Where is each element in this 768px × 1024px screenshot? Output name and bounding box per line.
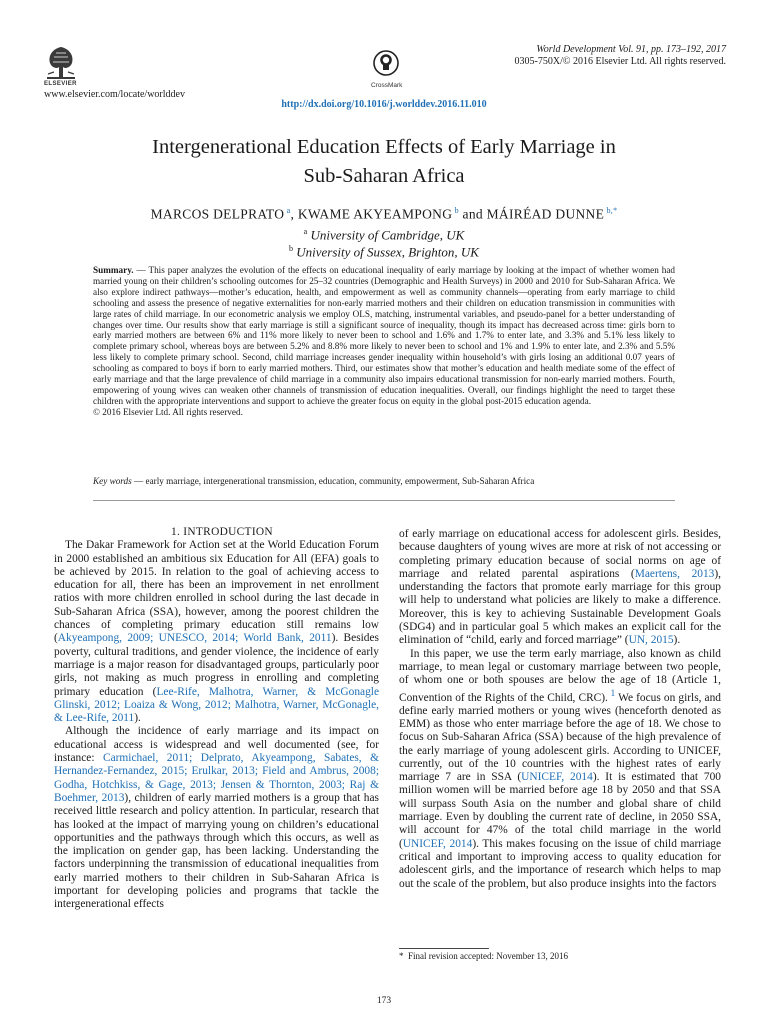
affiliation-text: University of Sussex, Brighton, UK bbox=[296, 244, 479, 260]
crossmark-badge[interactable] bbox=[371, 50, 401, 89]
paragraph: Although the incidence of early marriage and its impact on educational access is widespread and well documented (see, for instance: Carmichael, 2011; Delprato, Akyeampong, Sabates, & Hernandez-Fernandez, 2015; Erulkar, 2013; Field and Ambrus, 2008; Godha, Hotchkiss, & Gage, 2013; Jensen & Thornton, 2003; Raj & Boehmer, 2013), children of early married mothers is a group that has received little research and policy attention. In particular, research that has looked at the impact of marrying young on children’s educational opportunities and the pathways through which this occurs, as well as the implication on gender gap, has been lacking. Understanding the factors underpinning the transmission of educational inequalities from early married mothers to their children in Sub-Saharan Africa is important for developing policies and programs that tackle the intergenerational effects bbox=[54, 725, 379, 911]
citation-link[interactable]: UNICEF, 2014 bbox=[402, 837, 473, 850]
author-name: MARCOS DELPRATO bbox=[150, 206, 285, 222]
author-list bbox=[0, 206, 768, 223]
citation-link[interactable]: Maertens, 2013 bbox=[634, 567, 715, 580]
crossmark-label: CrossMark bbox=[371, 82, 403, 89]
affiliation: $^a$ University of Cambridge, UK bbox=[303, 227, 465, 243]
doi-link[interactable]: http://dx.doi.org/10.1016/j.worlddev.2016.11.010 bbox=[281, 99, 487, 110]
affiliation-text: University of Cambridge, UK bbox=[310, 227, 465, 243]
article-title bbox=[60, 133, 708, 191]
journal-info bbox=[515, 44, 726, 68]
publisher-wordmark: ELSEVIER bbox=[44, 81, 77, 87]
abstract bbox=[93, 265, 675, 418]
citation-link[interactable]: Lee-Rife, Malhotra, Warner, & McGonagle Glinski, 2012; Loaiza & Wong, 2012; Malhotra, Warner, McGonagle, & Lee-Rife, 2011 bbox=[54, 685, 379, 725]
keywords-text: — early marriage, intergenerational transmission, education, community, empowerment, Sub-Saharan Africa bbox=[131, 476, 535, 486]
citation-link[interactable]: Akyeampong, 2009; UNESCO, 2014; World Bank, 2011 bbox=[57, 632, 332, 645]
citation-link[interactable]: UNICEF, 2014 bbox=[521, 771, 593, 784]
crossmark-icon bbox=[373, 50, 399, 76]
footnote-divider bbox=[399, 948, 489, 949]
keywords-label: Key words bbox=[93, 476, 132, 486]
paragraph: In this paper, we use the term early marriage, also known as child marriage, to mean legal or customary marriage between two people, of whom one or both spouses are below the age of 18 (Article 1, Convention of the Rights of the Child, CRC). $^1$ We focus on girls, and define early married mothers or young wives (henceforth denoted as EMM) as those who enter marriage before the age of 18. We chose to focus on Sub-Saharan Africa (SSA) because of the high prevalence of the early marriage of young adolescent girls. According to UNICEF, currently, out of the 10 countries with the highest rates of early marriage 7 are in SSA (UNICEF, 2014). It is estimated that 700 million women will be married before age 18 by 2050 and that SSA will surpass South Asia on the number and global share of child marriage. Even by doubling the current rate of decline, in 2050 SSA, will account for 47% of the total child marriage in the world (UNICEF, 2014). This makes focusing on the issue of child marriage critical and important to improving access to quality education for adolescent girls, and the importance of research which helps to map out the scale of the problem, but also produce insights into the factors bbox=[399, 647, 722, 890]
affiliation: $^b$ University of Sussex, Brighton, UK bbox=[289, 244, 479, 260]
paragraph: of early marriage on educational access for adolescent girls. Besides, because daughters of young wives are more at risk of not accessing or completing primary education because of social norms on age of marriage and related parental aspirations (Maertens, 2013), understanding the factors that promote early marriage for this group will help to understand what policies are likely to make a difference. Moreover, this is key to achieving Sustainable Development Goals (SDG4) and in particular goal 5 which makes an explicit call for the elimination of “child, early and forced marriage” (UN, 2015). bbox=[399, 528, 722, 647]
author-name: KWAME AKYEAMPONG bbox=[297, 206, 453, 222]
page-number: 173 bbox=[376, 996, 392, 1006]
citation-link[interactable]: UN, 2015 bbox=[628, 634, 674, 647]
citation-link[interactable]: Carmichael, 2011; Delprato, Akyeampong, Sabates, & Hernandez-Fernandez, 2015; Erulkar, 2013; Field and Ambrus, 2008; Godha, Hotchkiss, & Gage, 2013; Jensen & Thornton, 2003; Raj & Boehmer, 2013 bbox=[54, 752, 379, 804]
keywords bbox=[93, 476, 675, 486]
title-line-1: Intergenerational Education Effects of Early Marriage in bbox=[152, 136, 616, 158]
paragraph: The Dakar Framework for Action set at the World Education Forum in 2000 established an ambitious six Education for All (EFA) goals to be achieved by 2015. In relation to the goal of achieving access to education for all, there has been an improvement in net enrollment ratios with more children enrolled in school during the last decade in Sub-Saharan Africa (SSA), however, among the poorest children the chances of completing primary education still remains low (Akyeampong, 2009; UNESCO, 2014; World Bank, 2011). Besides poverty, cultural traditions, and gender violence, the incidence of early marriage is a major reason for disadvantaged groups, particularly poor girls, not making as much progress in enrolling and completing primary education (Lee-Rife, Malhotra, Warner, & McGonagle Glinski, 2012; Loaiza & Wong, 2012; Malhotra, Warner, McGonagle, & Lee-Rife, 2011). bbox=[54, 539, 379, 725]
abstract-label: Summary. bbox=[93, 265, 134, 275]
author-name: MÁIRÉAD DUNNE bbox=[486, 206, 605, 222]
left-column bbox=[54, 526, 379, 912]
section-heading: 1. INTRODUCTION bbox=[171, 526, 273, 538]
right-column bbox=[399, 528, 721, 891]
footnote-ref-link[interactable]: 1 bbox=[607, 688, 616, 699]
journal-copyright: 0305-750X/© 2016 Elsevier Ltd. All rights reserved. bbox=[514, 56, 726, 67]
affiliation-link[interactable]: b bbox=[454, 206, 459, 215]
abstract-divider bbox=[93, 500, 675, 501]
title-line-2: Sub-Saharan Africa bbox=[303, 165, 465, 187]
journal-url-link[interactable]: www.elsevier.com/locate/worlddev bbox=[44, 89, 185, 100]
abstract-copyright: © 2016 Elsevier Ltd. All rights reserved. bbox=[93, 406, 243, 417]
footnote-text: Final revision accepted: November 13, 2016 bbox=[408, 951, 568, 961]
author-separator: and bbox=[458, 206, 487, 222]
author-separator: , bbox=[290, 206, 298, 222]
footnote bbox=[399, 951, 568, 961]
abstract-text: — This paper analyzes the evolution of the effects on educational inequality of early marriage by looking at the impact of whether women had married young on their children’s schooling outcomes for 25–32 countries (Demographic and Health Surveys) in 2000 and 2010 for Sub-Saharan Africa. We also explore indirect pathways—mother’s education, health, and empowerment as well as community channels—operating from early marriage to child schooling and assess the presence of negative externalities for non-early married mothers and their children on education transmission in communities with large rates of child marriage. In our econometric analysis we employ OLS, matching, instrumental variables, and pseudo-panel for a better understanding of changes over time. Our results show that early marriage is still a significant source of inequality, though its impact has decreased across time: girls born to early married mothers are between 6% and 11% more likely to never been to school and 1.6% and 1.7% to enter late, and 3.3% and 5.1% less likely to complete primary school, whereas boys are between 5.2% and 8.8% more likely to never been to school and 1% and 1.9% to enter late, and 2.3% and 5.5% less likely to complete primary school. Second, child marriage increases gender inequality within household’s with girls losing an additional 0.07 years of schooling as compared to boys if born to early married mothers. Third, our estimates show that mother’s education and health mediate some of the effect of early marriage and that the large prevalence of child marriage in a community also impairs educational transmission for non-early married mothers. Fourth, empowering of young wives can weaken other channels of transmission of education inequalities. Overall, our findings highlight the need to target these children with the appropriate interventions and support to achieve the greater focus on equity in the global post-2015 education agenda. bbox=[93, 265, 675, 406]
journal-citation: World Development Vol. 91, pp. 173–192, 2017 bbox=[536, 44, 726, 55]
affiliation-link[interactable]: a bbox=[286, 206, 291, 215]
elsevier-tree-logo-icon bbox=[44, 44, 78, 82]
footnote-mark: * bbox=[399, 951, 404, 961]
affiliation-link[interactable]: b,* bbox=[606, 206, 618, 215]
